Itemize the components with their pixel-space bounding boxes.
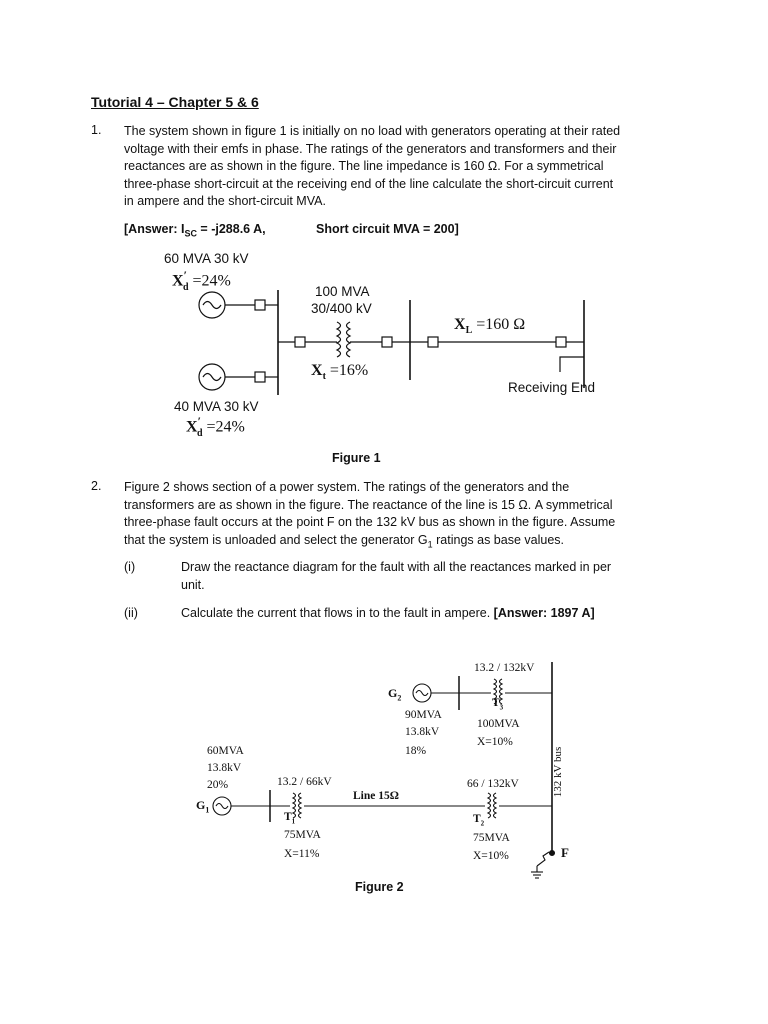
q2-line4-pre: that the system is unloaded and select the generator G <box>124 532 428 547</box>
bus-132kv-label: 132 kV bus <box>552 746 564 798</box>
transformer-coil-icon <box>494 793 497 818</box>
transformer-coil-icon <box>488 793 491 818</box>
t1-label <box>284 811 295 825</box>
q1-line: The system shown in figure 1 is initially on no load with generators operating at their rated <box>124 124 621 138</box>
xt-value: =16% <box>329 362 369 379</box>
t2-mva: 75MVA <box>473 832 510 844</box>
t3-letter: T <box>492 697 500 709</box>
g1-reactance: 20% <box>207 779 229 791</box>
xt-symbol: X <box>311 362 323 379</box>
question-2-number: 2. <box>91 479 102 493</box>
fault-point <box>550 851 555 856</box>
q2-line4-sub: 1 <box>427 539 433 550</box>
figure-1-caption: Figure 1 <box>332 451 381 465</box>
xl-symbol: X <box>454 316 466 333</box>
xd-symbol: X <box>186 418 198 436</box>
t1-letter: T <box>284 811 292 823</box>
lightning-icon <box>537 852 549 866</box>
sub1-line: unit. <box>181 577 205 592</box>
sub-question-1-label: (i) <box>124 560 136 574</box>
xt-subscript: t <box>322 371 326 383</box>
q2-line4-post: ratings as base values. <box>432 532 564 547</box>
g1-subscript: 1 <box>205 805 210 815</box>
answer-prefix: [Answer: I <box>124 222 185 236</box>
q1-line: three-phase short-circuit at the receiving end of the line calculate the short-circuit current <box>124 176 614 191</box>
t1-kv-label: 13.2 / 66kV <box>277 776 332 788</box>
page-title: Tutorial 4 – Chapter 5 & 6 <box>91 94 259 110</box>
t3-subscript: 3 <box>499 703 504 712</box>
q1-line: in ampere and the short-circuit MVA. <box>124 194 326 209</box>
t2-letter: T <box>473 813 481 825</box>
g2-mva: 90MVA <box>405 709 442 721</box>
q2-line: three-phase fault occurs at the point F on the 132 kV bus as shown in the figure. Assume <box>124 515 616 530</box>
t3-reactance: X=10% <box>477 736 513 748</box>
t1-mva: 75MVA <box>284 829 321 841</box>
xl-subscript: L <box>465 325 473 337</box>
answer-current-value: = -j288.6 A, <box>196 222 266 236</box>
q2-line: transformers are as shown in the figure. The reactance of the line is 15 Ω. A symmetrical <box>124 497 613 512</box>
g2-kv: 13.8kV <box>405 726 440 738</box>
prime-symbol: ′ <box>183 268 187 282</box>
sub-question-2-label: (ii) <box>124 606 138 620</box>
transformer-mva: 100 MVA <box>315 284 370 299</box>
t2-kv-label: 66 / 132kV <box>467 778 519 790</box>
line-label: Line 15Ω <box>353 790 399 802</box>
question-1-answer-mva: Short circuit MVA = 200] <box>316 222 459 236</box>
t1-reactance: X=11% <box>284 848 320 860</box>
gen2-rating: 40 MVA 30 kV <box>174 399 259 414</box>
question-1-number: 1. <box>91 123 102 137</box>
xd-subscript: d <box>196 427 203 439</box>
q1-line: voltage with their emfs in phase. The ratings of the generators and transformers and their <box>124 141 617 156</box>
t2-reactance: X=10% <box>473 850 509 862</box>
figure-2-caption: Figure 2 <box>355 880 404 894</box>
sub2-answer: [Answer: 1897 A] <box>493 606 595 620</box>
g2-subscript: 2 <box>397 693 402 703</box>
gen1-rating: 60 MVA 30 kV <box>164 251 249 266</box>
prime-symbol: ′ <box>197 414 201 428</box>
g1-kv: 13.8kV <box>207 762 242 774</box>
sine-icon <box>416 691 428 696</box>
g1-mva: 60MVA <box>207 745 244 757</box>
gen1-reactance-value: =24% <box>192 272 231 290</box>
sub1-line: Draw the reactance diagram for the fault with all the reactances marked in per <box>181 560 612 574</box>
g1-letter: G <box>196 798 206 812</box>
q1-line: reactances are as shown in the figure. The line impedance is 160 Ω. For a symmetrical <box>124 159 604 174</box>
t3-label <box>492 697 503 711</box>
t3-kv-label: 13.2 / 132kV <box>474 662 535 674</box>
sine-icon <box>216 804 228 809</box>
g1-label <box>196 798 209 814</box>
fault-label: F <box>561 845 569 860</box>
t2-subscript: 2 <box>480 819 485 828</box>
transformer-kv: 30/400 kV <box>311 301 372 316</box>
q2-line: Figure 2 shows section of a power system. The ratings of the generators and the <box>124 480 570 494</box>
t2-label <box>473 813 484 827</box>
answer-subscript: SC <box>184 228 197 239</box>
g2-label <box>388 686 401 702</box>
t3-mva: 100MVA <box>477 718 520 730</box>
xd-symbol: X <box>172 272 184 290</box>
receiving-end-label: Receiving End <box>508 380 596 395</box>
g2-letter: G <box>388 686 398 700</box>
xl-value: =160 Ω <box>476 316 526 333</box>
g2-reactance: 18% <box>405 745 427 757</box>
transformer-coil-icon <box>299 793 302 818</box>
sub2-text: Calculate the current that flows in to the fault in ampere. <box>181 606 494 620</box>
gen2-reactance-value: =24% <box>206 418 245 436</box>
t1-subscript: 1 <box>291 817 296 826</box>
xd-subscript: d <box>182 281 189 293</box>
